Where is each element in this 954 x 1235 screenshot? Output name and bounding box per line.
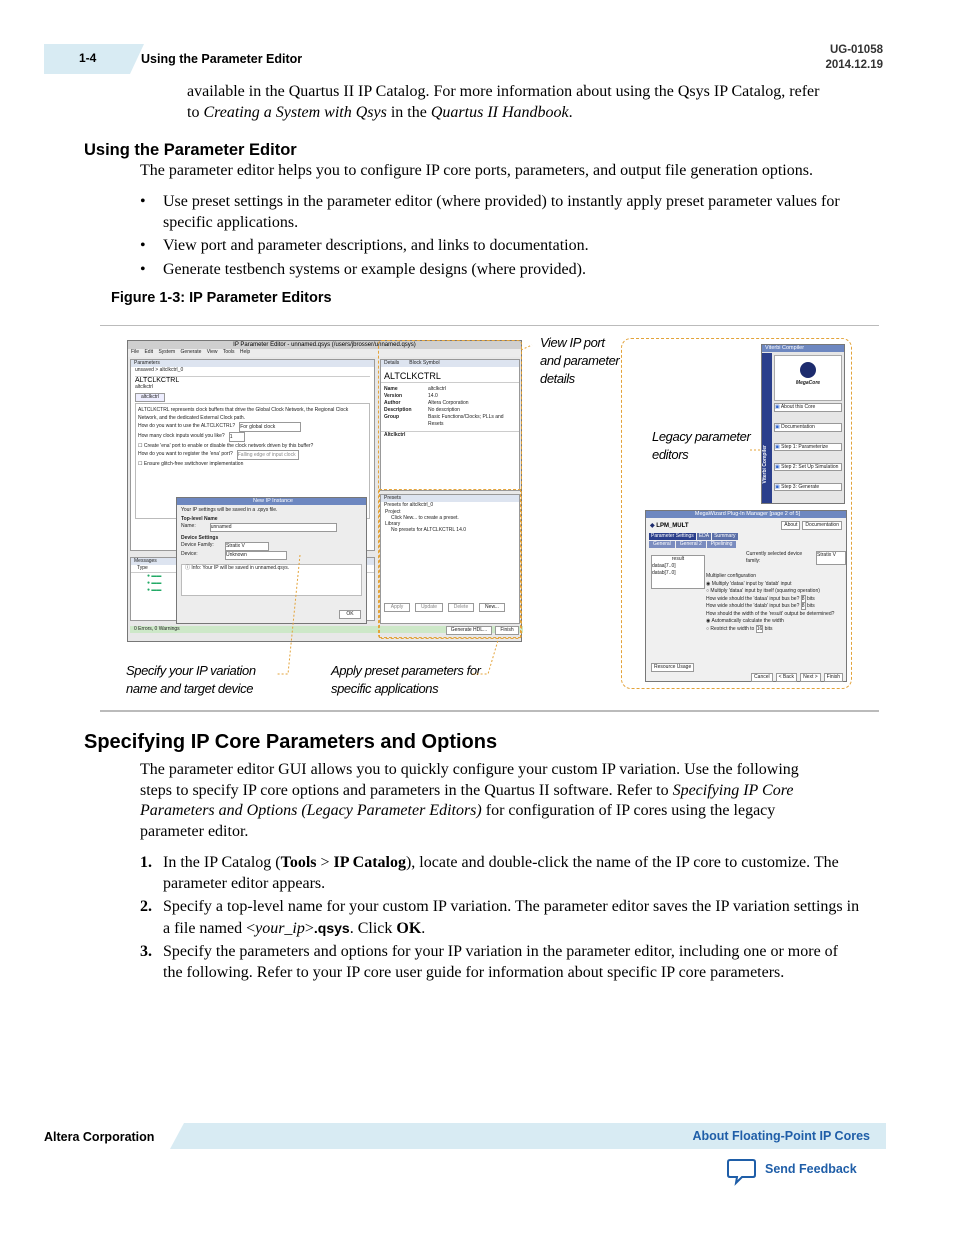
step-item: 2. Specify a top-level name for your custom IP variation. The parameter editor saves the IP variation settings in a file named <your_ip>.qsys. Click OK. bbox=[140, 898, 860, 937]
about-core-button[interactable]: ▣ About this Core bbox=[774, 403, 842, 412]
step-item: 1. In the IP Catalog (Tools > IP Catalog), locate and double-click the name of the IP core to customize. The parameter editor appears. bbox=[140, 854, 839, 892]
dialog-line1: Your IP settings will be saved in a .qsys file. bbox=[181, 507, 278, 513]
tab-details[interactable]: Details bbox=[384, 360, 400, 366]
tab-parameter-settings[interactable]: Parameter Settings bbox=[651, 533, 694, 539]
specify-line-1: The parameter editor GUI allows you to quickly configure your custom IP variation. Use the following bbox=[140, 761, 799, 778]
radio-auto-width[interactable]: ◉ Automatically calculate the width bbox=[706, 618, 784, 624]
intro-line-1: available in the Quartus II IP Catalog. For more information about using the Qsys IP Catalog, refer bbox=[187, 83, 820, 100]
radio-multiply-ab[interactable]: ◉ Multiply 'dataa' input by 'datab' input bbox=[706, 580, 792, 587]
message-row: ● ▬▬ bbox=[147, 587, 162, 593]
step2-button[interactable]: ▣ Step 2: Set Up Simulation bbox=[774, 463, 842, 471]
ok-button[interactable]: OK bbox=[339, 610, 361, 619]
menu-edit[interactable]: Edit bbox=[144, 349, 154, 355]
header-section-title: Using the Parameter Editor bbox=[141, 52, 303, 66]
tab-parameters[interactable]: Parameters bbox=[131, 360, 374, 367]
datab-width-input[interactable]: 8 bbox=[801, 603, 805, 609]
message-row: ● ▬▬ bbox=[147, 573, 162, 579]
top-level-label: Top-level Name bbox=[181, 516, 218, 522]
megacore-icon bbox=[800, 362, 816, 378]
documentation-button[interactable]: ▣ Documentation bbox=[774, 423, 842, 432]
viterbi-side-text: Viterbi Compiler bbox=[762, 445, 768, 484]
menu-system[interactable]: System bbox=[158, 349, 176, 355]
step1-button[interactable]: ▣ Step 1: Parameterize bbox=[774, 443, 842, 451]
details-row: Name altclkctrl bbox=[384, 386, 447, 392]
message-row: ● ▬▬ bbox=[147, 580, 162, 586]
page-number: 1-4 bbox=[79, 51, 97, 65]
delete-button[interactable]: Delete bbox=[448, 603, 474, 612]
resource-usage: Resource Usage bbox=[651, 663, 694, 672]
component-sub: altclkctrl bbox=[135, 384, 154, 390]
step3-button[interactable]: ▣ Step 3: Generate bbox=[774, 483, 842, 491]
dataa-width-input[interactable]: 8 bbox=[801, 595, 805, 602]
q2-select[interactable]: 1 bbox=[229, 432, 245, 442]
leader-apply bbox=[472, 637, 499, 674]
dialog-info-box: ⓘ Info: Your IP will be saved in unnamed.qsys. bbox=[181, 564, 362, 596]
documentation-link[interactable]: Documentation bbox=[802, 521, 842, 530]
tree-node[interactable]: Library bbox=[385, 521, 401, 527]
port-out: result bbox=[671, 556, 685, 562]
viterbi-title: Viterbi Compiler bbox=[762, 345, 844, 352]
menu-tools[interactable]: Tools bbox=[222, 349, 235, 355]
presets-for: Presets for altclkctrl_0 bbox=[384, 502, 434, 508]
device-label: Device: bbox=[181, 551, 198, 557]
details-row: Version 14.0 bbox=[384, 393, 438, 399]
details-row: Description No description bbox=[384, 407, 460, 413]
link-specifying-legacy-cont[interactable]: Parameters and Options (Legacy Parameter Editors) bbox=[140, 802, 482, 819]
figure-caption: Figure 1-3: IP Parameter Editors bbox=[111, 290, 332, 306]
q3-label: How do you want to register the 'ena' port? bbox=[138, 451, 233, 457]
link-specifying-legacy[interactable]: Specifying IP Core bbox=[672, 781, 794, 799]
logo-text: MegaCore bbox=[795, 380, 821, 386]
tab-presets[interactable]: Presets bbox=[381, 495, 519, 502]
bullet-item: • View port and parameter descriptions, and links to documentation. bbox=[140, 236, 870, 257]
footer-company: Altera Corporation bbox=[44, 1130, 155, 1144]
intro-paragraph bbox=[187, 82, 887, 123]
result-width-heading: How should the width of the 'result' output be determined? bbox=[706, 610, 835, 617]
device-family-label: Currently selected device family: bbox=[746, 551, 803, 564]
subtab-general2[interactable]: General 2 bbox=[676, 541, 706, 548]
tree-node: No presets for ALTCLKCTRL 14.0 bbox=[391, 527, 467, 533]
family-label: Device Family: bbox=[181, 542, 214, 548]
port-a: dataa[7..0] bbox=[652, 563, 676, 569]
megawizard-tabs bbox=[649, 533, 738, 540]
qsys-window-title: IP Parameter Editor - unnamed.qsys (/users/jbrosser/unnamed.qsys) bbox=[128, 341, 521, 349]
using-heading: Using the Parameter Editor bbox=[84, 141, 297, 159]
q1-label: How do you want to use the ALTCLKCTRL? bbox=[138, 423, 236, 429]
tab-altclkctrl[interactable]: altclkctrl bbox=[135, 393, 165, 402]
megawizard-title: MegaWizard Plug-In Manager [page 2 of 5] bbox=[646, 511, 846, 518]
specify-line-4: parameter editor. bbox=[140, 822, 249, 840]
mw-finish-button[interactable]: Finish bbox=[824, 673, 843, 682]
feedback-icon[interactable] bbox=[727, 1158, 757, 1186]
viterbi-compiler-window bbox=[761, 344, 845, 504]
figure-area bbox=[100, 330, 880, 705]
component-description: ALTCLKCTRL represents clock buffers that drive the Global Clock Network, the Regional Clock Network, and the dedicated External Clock path. bbox=[138, 407, 349, 421]
dataa-width-row: How wide should the 'dataa' input bus be? 8 bits bbox=[706, 595, 815, 602]
menu-view[interactable]: View bbox=[206, 349, 218, 355]
option-heading: Multiplier configuration bbox=[706, 573, 757, 579]
update-button[interactable]: Update bbox=[415, 603, 443, 612]
figure-top-rule bbox=[100, 325, 879, 326]
lpm-icon: ◆ bbox=[650, 523, 657, 529]
multiplier-options bbox=[706, 573, 842, 633]
block-symbol bbox=[651, 555, 705, 589]
link-creating-system-qsys[interactable]: Creating a System with Qsys bbox=[203, 103, 387, 121]
footer-doc-title[interactable]: About Floating-Point IP Cores bbox=[692, 1129, 870, 1143]
lpm-mult-title: ◆ LPM_MULT bbox=[650, 523, 689, 529]
name-input[interactable]: unnamed bbox=[210, 523, 337, 532]
bullet-item: • Use preset settings in the parameter editor (where provided) to instantly apply preset parameter values for specific applications. bbox=[140, 192, 870, 233]
menu-generate[interactable]: Generate bbox=[180, 349, 202, 355]
callout-apply-preset: Apply preset parameters for specific applications bbox=[331, 663, 481, 696]
megawizard-nav-buttons bbox=[751, 673, 843, 682]
restrict-width-input[interactable]: 16 bbox=[756, 625, 763, 632]
breadcrumb: unsaved > altclkctrl_0 bbox=[135, 367, 184, 373]
tree-node: Click New... to create a preset. bbox=[391, 515, 459, 521]
device-select[interactable]: Unknown bbox=[225, 551, 287, 560]
specify-line-2: steps to specify IP core options and parameters in the Quartus II software. Refer to Specifying IP Core bbox=[140, 781, 794, 799]
finish-button[interactable]: Finish bbox=[495, 626, 519, 635]
tab-messages[interactable]: Messages bbox=[131, 558, 374, 565]
leader-specify bbox=[276, 555, 300, 674]
specify-steps bbox=[140, 853, 860, 986]
menu-file[interactable]: File bbox=[131, 349, 140, 355]
cancel-button[interactable]: Cancel bbox=[751, 673, 773, 682]
tab-summary[interactable]: Summary bbox=[714, 533, 736, 539]
tree-node[interactable]: Project bbox=[385, 509, 401, 515]
family-select[interactable]: Stratix V bbox=[225, 542, 269, 551]
tab-block-symbol[interactable]: Block Symbol bbox=[409, 360, 440, 366]
step-item: 3. Specify the parameters and options for your IP variation in the parameter editor, including one or more of the following. Refer to your IP core user guide for information about specific IP core parameters. bbox=[140, 943, 838, 981]
details-footer: Altclkctrl bbox=[381, 431, 519, 439]
step1-icon: ▣ bbox=[775, 444, 782, 450]
send-feedback-link[interactable]: Send Feedback bbox=[765, 1162, 857, 1176]
specify-intro bbox=[140, 760, 890, 842]
details-row: Group Basic Functions/Clocks; PLLs and Resets bbox=[384, 414, 504, 427]
chk2-row[interactable]: ☐ Ensure glitch-free switchover implementation bbox=[138, 461, 244, 467]
specify-heading: Specifying IP Core Parameters and Options bbox=[84, 731, 498, 753]
megawizard-subtabs bbox=[649, 541, 736, 548]
doc-id-block bbox=[825, 43, 883, 73]
leader-view-ports bbox=[521, 345, 532, 350]
component-name: ALTCLKCTRL bbox=[135, 377, 180, 384]
callout-specify-name: Specify your IP variation name and target device bbox=[126, 663, 256, 696]
intro-line-2: to Creating a System with Qsys in the Quartus II Handbook. bbox=[187, 103, 573, 121]
dialog-title: New IP Instance bbox=[177, 498, 366, 505]
megacore-logo bbox=[774, 355, 842, 401]
q3-select[interactable]: Falling edge of input clock bbox=[237, 450, 299, 460]
name-label: Name: bbox=[181, 523, 196, 529]
device-settings-label: Device Settings bbox=[181, 535, 219, 541]
new-preset-button[interactable]: New... bbox=[479, 603, 505, 612]
radio-restrict-width[interactable]: ○ Restrict the width to 16 bits bbox=[706, 625, 773, 632]
figure-bottom-rule bbox=[100, 710, 879, 712]
megawizard-window bbox=[645, 510, 847, 682]
subtab-pipelining[interactable]: Pipelining bbox=[707, 541, 737, 548]
callout-view-ports: View IP port and parameter details bbox=[540, 335, 620, 386]
apply-button[interactable]: Apply bbox=[384, 603, 410, 612]
chk1-row[interactable]: ☐ Create 'ena' port to enable or disable the clock network driven by this buffer? bbox=[138, 443, 314, 449]
doc-icon: ▣ bbox=[775, 424, 782, 430]
info-icon: ⓘ bbox=[185, 565, 192, 571]
generate-hdl-button[interactable]: Generate HDL... bbox=[446, 626, 492, 635]
about-button[interactable]: About bbox=[781, 521, 800, 530]
subtab-general[interactable]: General bbox=[649, 541, 675, 548]
step2-icon: ▣ bbox=[775, 464, 782, 470]
status-bar: 0 Errors, 0 Warnings bbox=[130, 626, 523, 633]
link-quartus-handbook[interactable]: Quartus II Handbook bbox=[430, 103, 569, 121]
callout-legacy: Legacy parameter editors bbox=[652, 429, 751, 462]
doc-id: UG-01058 bbox=[829, 44, 883, 56]
using-body: The parameter editor helps you to configure IP core ports, parameters, and output file generation options. bbox=[140, 162, 813, 179]
details-title: ALTCLKCTRL bbox=[381, 367, 519, 383]
about-icon: ▣ bbox=[775, 404, 781, 410]
datab-width-row: How wide should the 'datab' input bus be? 8 bits bbox=[706, 603, 815, 609]
q2-label: How many clock inputs would you like? bbox=[138, 433, 225, 439]
next-button[interactable]: Next > bbox=[800, 673, 821, 682]
using-bullets bbox=[140, 192, 870, 283]
radio-square[interactable]: ○ Multiply 'dataa' input by itself (squaring operation) bbox=[706, 588, 820, 594]
step3-icon: ▣ bbox=[775, 484, 782, 490]
device-family-select[interactable]: Stratix V bbox=[816, 551, 846, 565]
specify-line-3: Parameters and Options (Legacy Parameter Editors) for configuration of IP cores using the legacy bbox=[140, 802, 776, 819]
messages-col-type: Type bbox=[131, 565, 374, 573]
back-button[interactable]: < Back bbox=[776, 673, 797, 682]
details-row: Author Altera Corporation bbox=[384, 400, 469, 406]
device-family-row bbox=[746, 551, 846, 565]
port-b: datab[7..0] bbox=[652, 570, 676, 576]
bullet-item: • Generate testbench systems or example designs (where provided). bbox=[140, 260, 870, 281]
tab-eda[interactable]: EDA bbox=[698, 533, 710, 539]
q1-select[interactable]: For global clock bbox=[239, 422, 301, 432]
menu-help[interactable]: Help bbox=[239, 349, 251, 355]
doc-date: 2014.12.19 bbox=[825, 59, 883, 71]
megawizard-top-buttons bbox=[781, 521, 842, 530]
